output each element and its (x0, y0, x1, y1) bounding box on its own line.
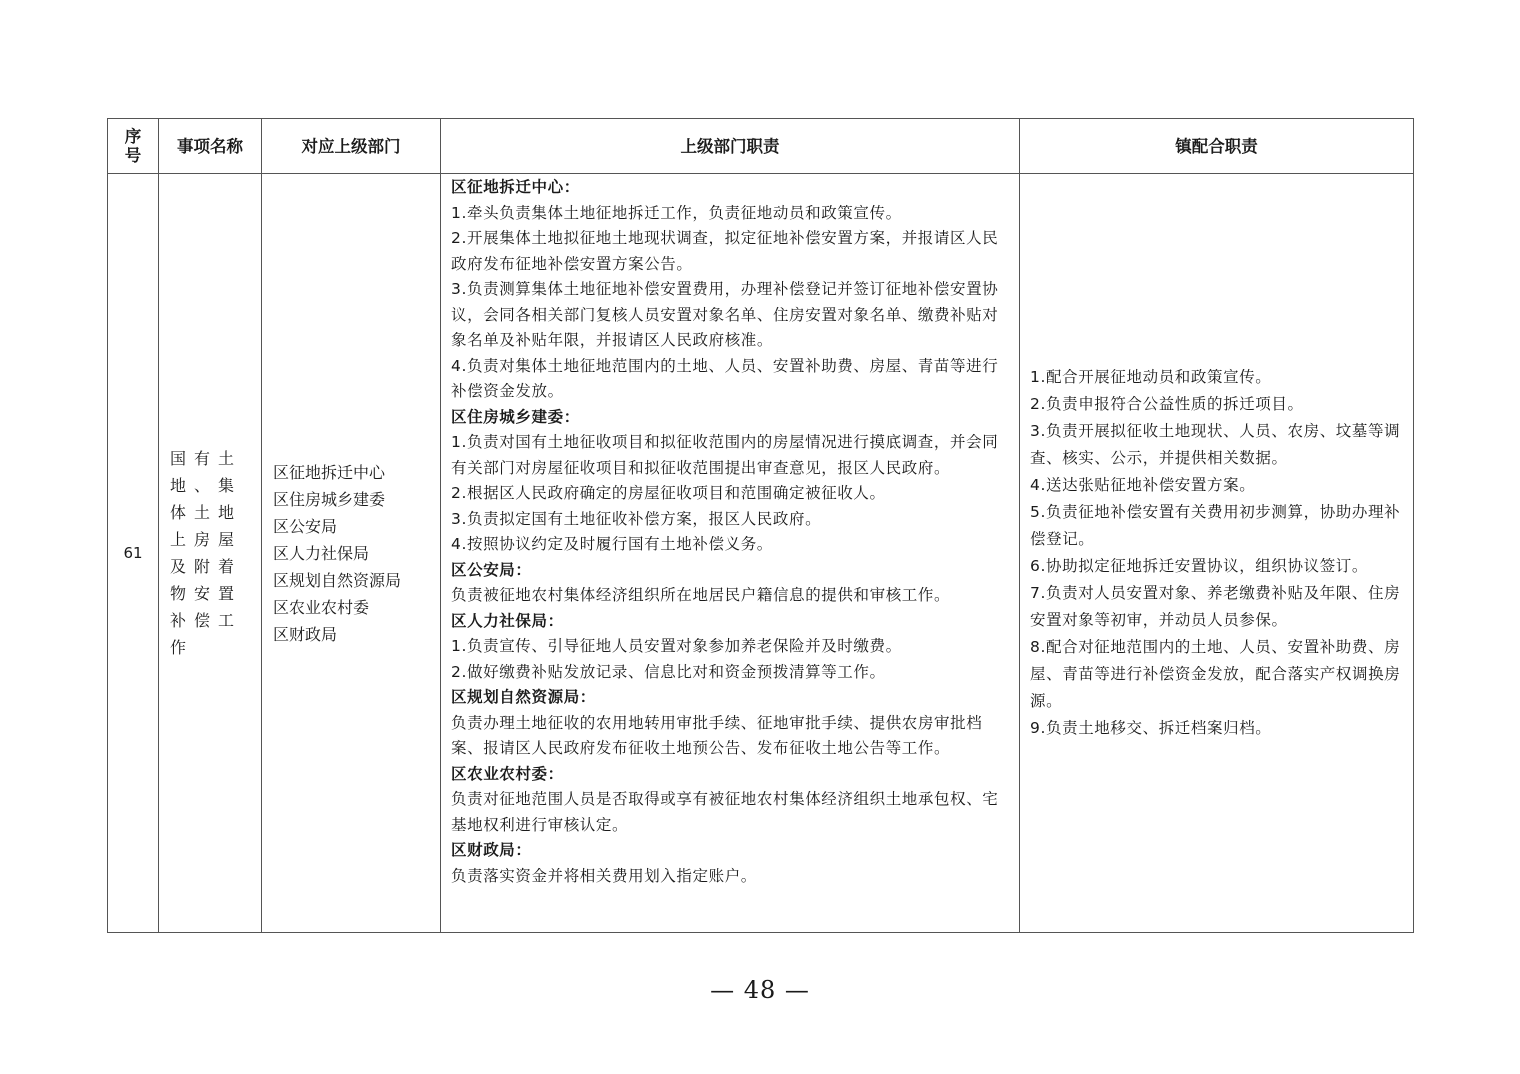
duty-item: 负责落实资金并将相关费用划入指定账户。 (451, 866, 757, 885)
duty-group-heading: 区住房城乡建委： (451, 407, 580, 426)
dept-list-item: 区规划自然资源局 (273, 570, 402, 590)
duty-item: 负责办理土地征收的农用地转用审批手续、征地审批手续、提供农房审批档案、报请区人民政府发布征收土地预公告、发布征收土地公告等工作。 (451, 713, 983, 757)
town-duty-item: 8.配合对征地范围内的土地、人员、安置补助费、房屋、青苗等进行补偿资金发放，配合落实产权调换房源。 (1030, 638, 1401, 710)
duty-item: 1.负责对国有土地征收项目和拟征收范围内的房屋情况进行摸底调查，并会同有关部门对房屋征收项目和拟征收范围提出审查意见，报区人民政府。 (451, 433, 999, 477)
row-item-name-cell (159, 174, 262, 933)
header-seq: 序号 (108, 119, 159, 174)
page-number: — 48 — (710, 976, 810, 1004)
town-duty-item: 5.负责征地补偿安置有关费用初步测算，协助办理补偿登记。 (1030, 503, 1401, 548)
header-dept-duty: 上级部门职责 (441, 119, 1020, 174)
row-town-duties-cell (1020, 174, 1414, 933)
header-item-name: 事项名称 (159, 119, 262, 174)
duty-item: 4.按照协议约定及时履行国有土地补偿义务。 (451, 535, 773, 553)
duty-item: 1.牵头负责集体土地征地拆迁工作，负责征地动员和政策宣传。 (451, 203, 902, 222)
town-duty-item: 7.负责对人员安置对象、养老缴费补贴及年限、住房安置对象等初审，并动员人员参保。 (1030, 584, 1401, 629)
dept-list-item: 区财政局 (273, 624, 338, 644)
header-town-duty: 镇配合职责 (1020, 119, 1414, 174)
duty-item: 3.负责测算集体土地征地补偿安置费用，办理补偿登记并签订征地补偿安置协议，会同各相关部门复核人员安置对象名单、住房安置对象名单、缴费补贴对象名单及补贴年限，并报请区人民政府核准。 (451, 280, 999, 349)
duty-group-heading: 区征地拆迁中心： (451, 178, 580, 196)
row-depts-cell (262, 174, 441, 933)
duty-item: 2.做好缴费补贴发放记录、信息比对和资金预拨清算等工作。 (451, 662, 886, 681)
duty-item: 4.负责对集体土地征地范围内的土地、人员、安置补助费、房屋、青苗等进行补偿资金发放。 (451, 356, 999, 400)
town-duty-item: 9.负责土地移交、拆迁档案归档。 (1030, 719, 1272, 737)
dept-duties (441, 174, 1019, 889)
row-duties-cell (441, 174, 1020, 933)
town-duty-item: 6.协助拟定征地拆迁安置协议，组织协议签订。 (1030, 557, 1368, 575)
dept-list-item: 区住房城乡建委 (273, 489, 386, 509)
header-dept: 对应上级部门 (262, 119, 441, 174)
town-duty-item: 2.负责申报符合公益性质的拆迁项目。 (1030, 395, 1304, 413)
town-duty-item: 1.配合开展征地动员和政策宣传。 (1030, 368, 1272, 386)
duty-group-heading: 区公安局： (451, 560, 532, 579)
dept-list (262, 459, 440, 648)
duty-item: 负责对征地范围人员是否取得或享有被征地农村集体经济组织土地承包权、宅基地权利进行审核认定。 (451, 790, 999, 834)
duty-item: 负责被征地农村集体经济组织所在地居民户籍信息的提供和审核工作。 (451, 586, 951, 604)
duty-item: 1.负责宣传、引导征地人员安置对象参加养老保险并及时缴费。 (451, 637, 902, 655)
town-duties (1020, 364, 1413, 742)
duty-group-heading: 区农业农村委： (451, 764, 564, 783)
duty-item: 3.负责拟定国有土地征收补偿方案，报区人民政府。 (451, 509, 822, 528)
row-seq: 61 (108, 174, 159, 933)
duty-group-heading: 区人力社保局： (451, 611, 564, 630)
dept-list-item: 区人力社保局 (273, 543, 370, 563)
row-item-name: 国有土地、集体土地上房屋及附着物安置补偿工作 (170, 449, 243, 657)
duty-item: 2.开展集体土地拟征地土地现状调查，拟定征地补偿安置方案，并报请区人民政府发布征地补偿安置方案公告。 (451, 229, 999, 273)
town-duty-item: 4.送达张贴征地补偿安置方案。 (1030, 476, 1256, 494)
duty-group-heading: 区财政局： (451, 841, 532, 859)
dept-list-item: 区征地拆迁中心 (273, 462, 386, 482)
duty-group-heading: 区规划自然资源局： (451, 688, 596, 706)
table-row (108, 174, 1414, 933)
table-header-row (108, 119, 1414, 174)
duty-item: 2.根据区人民政府确定的房屋征收项目和范围确定被征收人。 (451, 484, 886, 502)
dept-list-item: 区农业农村委 (273, 597, 370, 617)
town-duty-item: 3.负责开展拟征收土地现状、人员、农房、坟墓等调查、核实、公示，并提供相关数据。 (1030, 422, 1401, 467)
duty-table (107, 118, 1414, 933)
dept-list-item: 区公安局 (273, 516, 338, 536)
